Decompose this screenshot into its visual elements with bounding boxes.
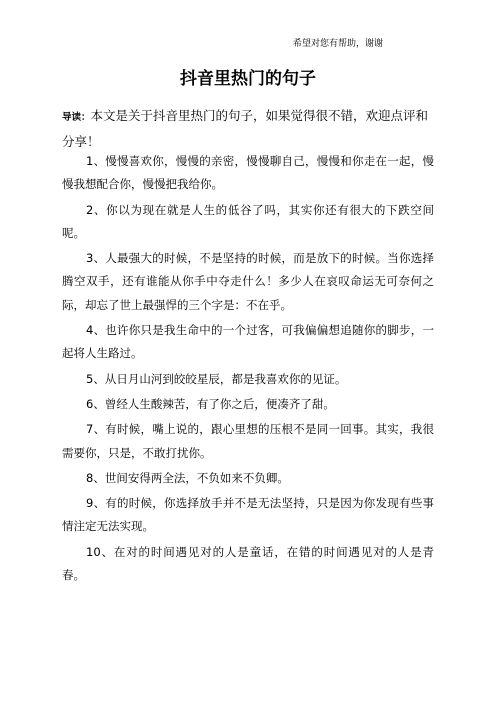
quote-item: 3、人最强大的时候，不是坚持的时候，而是放下的时候。当你选择腾空双手，还有谁能从你手中夺走什么！多少人在哀叹命运无可奈何之际，却忘了世上最强悍的三个字是：不在乎。 [62,251,434,312]
quote-item: 8、世间安得两全法，不负如来不负卿。 [86,470,289,485]
quote-item: 2、你以为现在就是人生的低谷了吗，其实你还有很大的下跌空间呢。 [62,202,434,240]
intro-paragraph [62,104,434,154]
quote-item: 10、在对的时间遇见对的人是童话，在错的时间遇见对的人是青春。 [62,544,434,583]
intro-text: 本文是关于抖音里热门的句子，如果觉得很不错，欢迎点评和分享！ [62,108,429,149]
quote-item: 6、曾经人生酸辣苦，有了你之后，便凑齐了甜。 [86,396,335,411]
quote-item: 4、也许你只是我生命中的一个过客，可我偏偏想追随你的脚步，一起将人生路过。 [62,323,434,361]
quote-item: 5、从日月山河到皎皎星辰，都是我喜欢你的见证。 [86,371,347,386]
quote-item: 9、有的时候，你选择放手并不是无法坚持，只是因为你发现有些事情注定无法实现。 [62,496,434,534]
header-note: 希望对您有帮助，谢谢 [293,39,384,49]
intro-label: 导读： [62,112,91,123]
quote-list [62,150,434,589]
quote-item: 1、慢慢喜欢你，慢慢的亲密，慢慢聊自己，慢慢和你走在一起，慢慢我想配合你，慢慢把我给你。 [62,154,434,192]
document-title: 抖音里热门的句子 [180,69,316,89]
quote-item: 7、有时候，嘴上说的，跟心里想的压根不是同一回事。其实，我很需要你，只是，不敢打扰你。 [62,422,434,460]
